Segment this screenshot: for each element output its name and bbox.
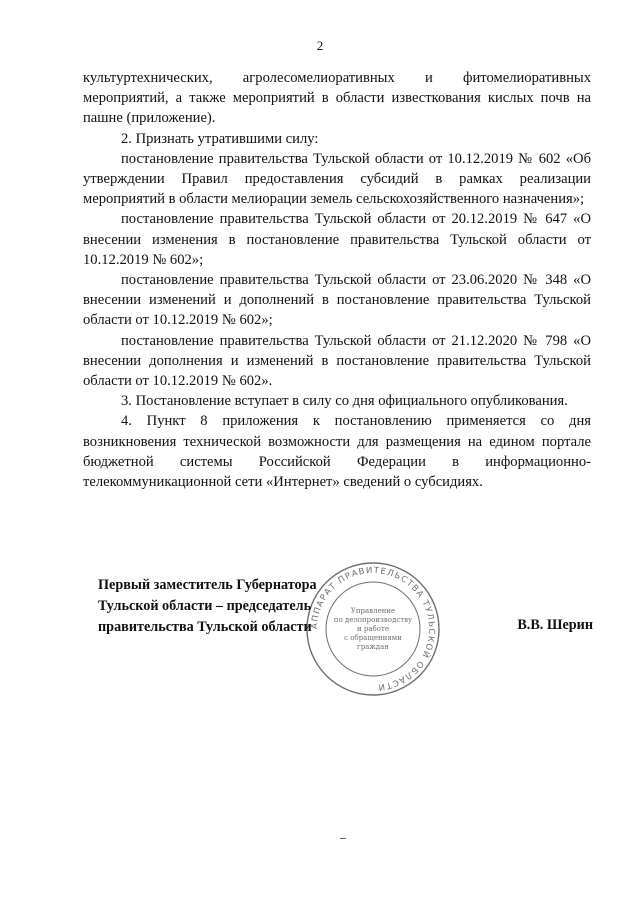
paragraph-repealed-602: постановление правительства Тульской области от 10.12.2019 № 602 «Об утверждении Правил предоставления субсидий в рамках реализации мероприятий в области мелиорации земель сельскохозяйственного назначения»; xyxy=(83,150,591,208)
signatory-title xyxy=(98,575,317,638)
signatory-title-line: Тульской области – председатель xyxy=(98,598,312,614)
scan-artifact-mark xyxy=(340,838,346,839)
seal-center-line: и работе xyxy=(357,625,389,633)
paragraph-item-4: 4. Пункт 8 приложения к постановлению применяется со дня возникновения технической возможности для размещения на едином портале бюджетной системы Российской Федерации в информационно-телекоммуникационной сети «Интернет» сведений о субсидиях. xyxy=(83,413,591,491)
seal-center-line: по делопроизводству xyxy=(333,616,413,624)
signatory-title-line: правительства Тульской области xyxy=(98,619,312,635)
svg-text:АППАРАТ ПРАВИТЕЛЬСТВА ТУЛЬСКОЙ: АППАРАТ ПРАВИТЕЛЬСТВА ТУЛЬСКОЙ ОБЛАСТИ xyxy=(309,565,437,692)
official-seal-stamp xyxy=(303,559,443,699)
paragraph-item-2: 2. Признать утратившими силу: xyxy=(121,130,319,147)
seal-center-line: с обращениями xyxy=(344,634,402,642)
document-body xyxy=(83,68,591,492)
signatory-name: В.В. Шерин xyxy=(517,617,593,633)
paragraph-repealed-647: постановление правительства Тульской области от 20.12.2019 № 647 «О внесении изменения в постановление правительства Тульской области от 10.12.2019 № 602»; xyxy=(83,211,591,268)
paragraph-repealed-798: постановление правительства Тульской области от 21.12.2020 № 798 «О внесении дополнения и изменений в постановление правительства Тульской области от 10.12.2019 № 602». xyxy=(83,332,591,390)
paragraph-item-3: 3. Постановление вступает в силу со дня официального опубликования. xyxy=(121,393,568,410)
paragraph-continuation: культуртехнических, агролесомелиоративных и фитомелиоративных мероприятий, а также мероприятий в области известкования кислых почв на пашне (приложение). xyxy=(83,70,591,127)
signature-block xyxy=(83,565,593,695)
signatory-title-line: Первый заместитель Губернатора xyxy=(98,577,317,593)
seal-center-line: Управление xyxy=(350,607,396,615)
page-number: 2 xyxy=(316,38,324,53)
seal-center-line: граждан xyxy=(357,643,389,651)
paragraph-repealed-348: постановление правительства Тульской области от 23.06.2020 № 348 «О внесении изменений и дополнений в постановление правительства Тульской области от 10.12.2019 № 602»; xyxy=(83,272,591,329)
